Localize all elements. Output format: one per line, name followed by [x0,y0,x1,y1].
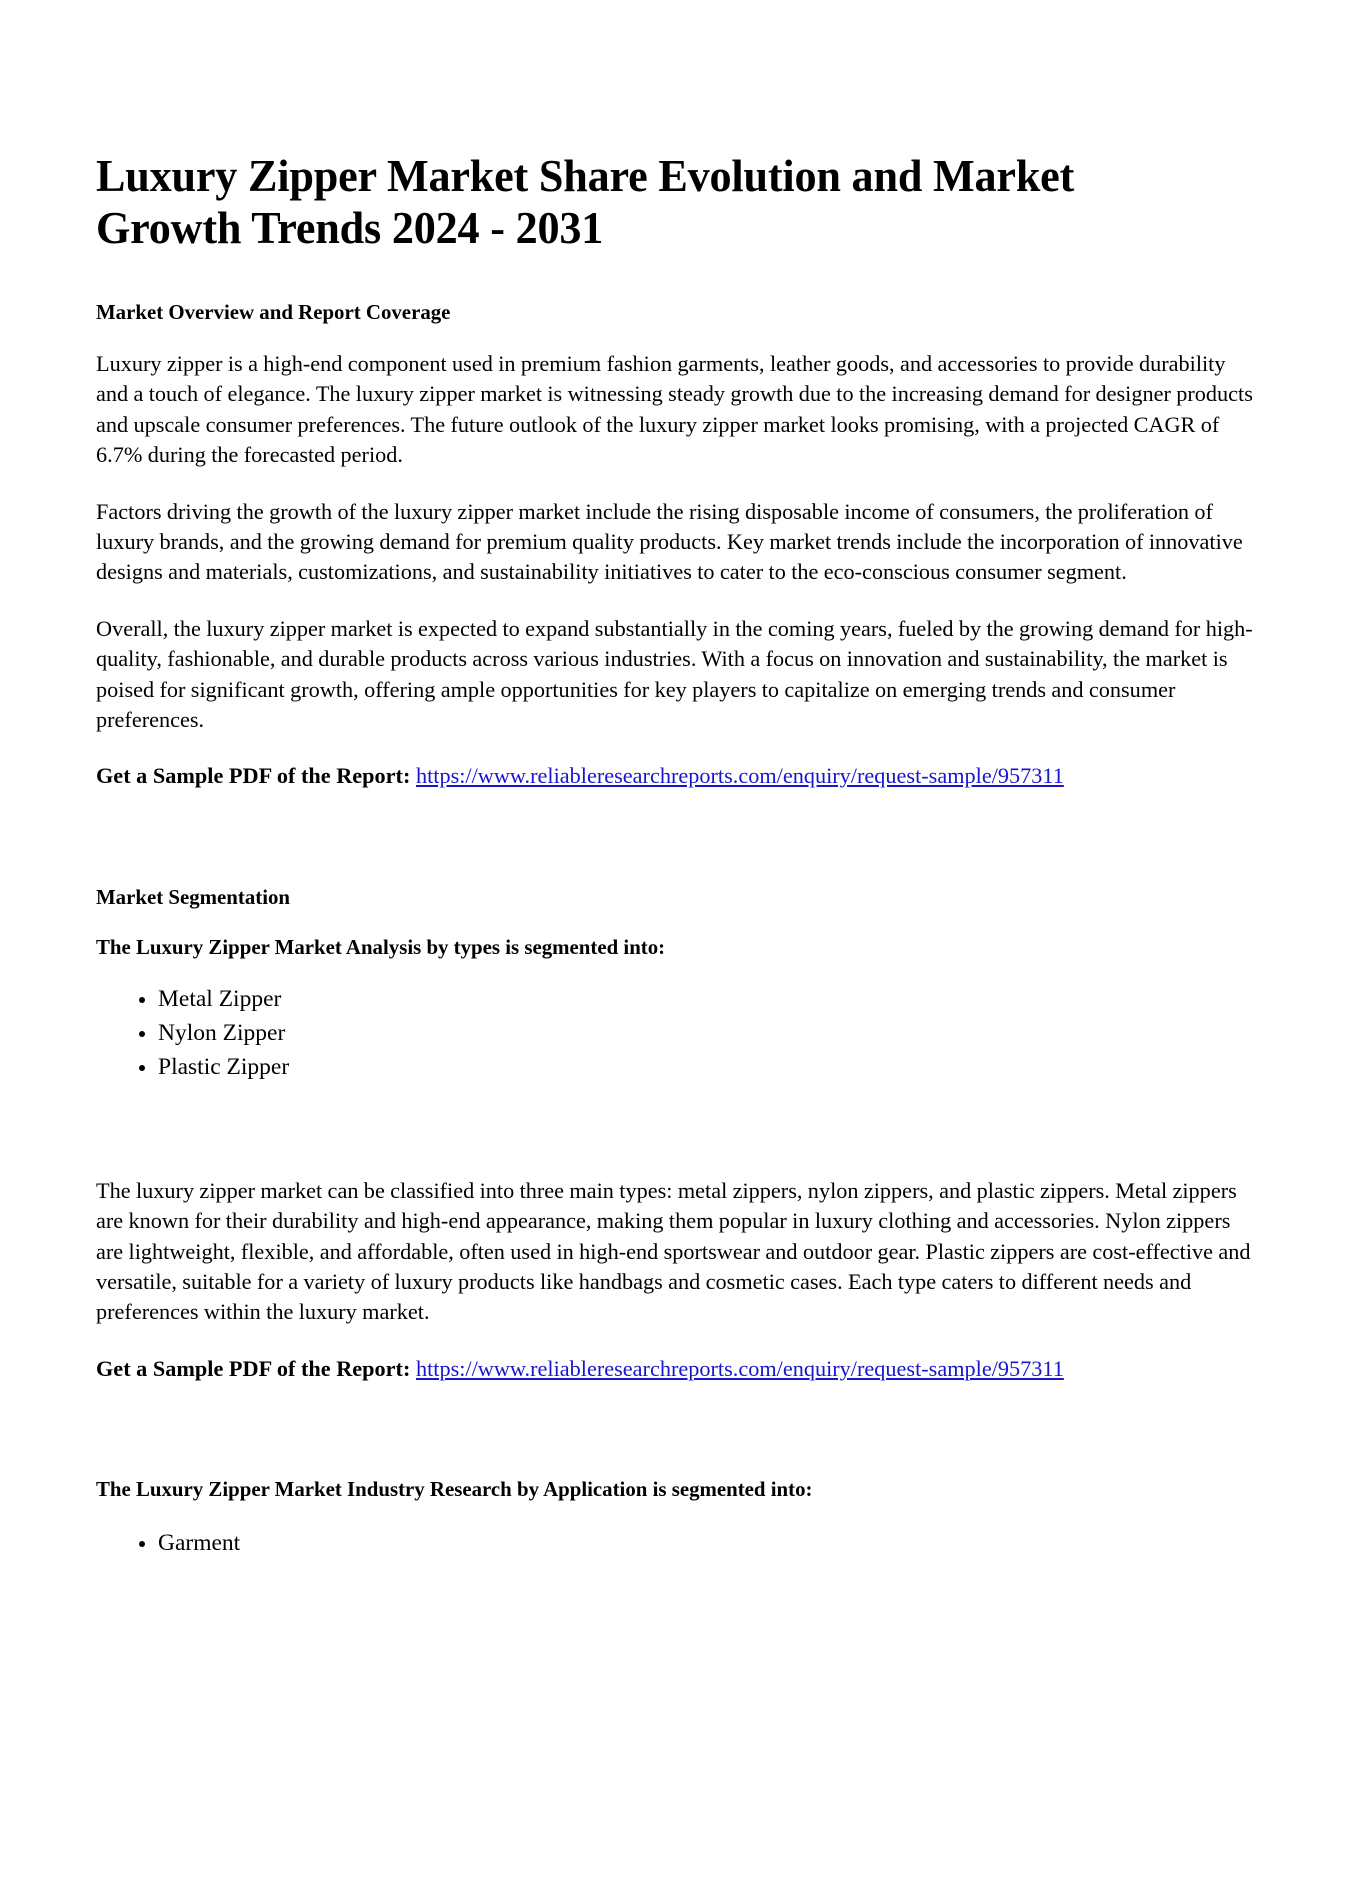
application-list [96,1526,1279,1560]
sample-pdf-link-1[interactable]: https://www.reliableresearchreports.com/enquiry/request-sample/957311 [415,763,1064,789]
heading-market-overview: Market Overview and Report Coverage [96,300,451,325]
heading-types-segmentation: The Luxury Zipper Market Analysis by types is segmented into: [96,934,666,959]
list-item: • Nylon Zipper [158,1016,1279,1050]
list-item: • Plastic Zipper [158,1050,1279,1084]
sample-pdf-link-2[interactable]: https://www.reliableresearchreports.com/enquiry/request-sample/957311 [415,1355,1064,1381]
sample-pdf-label-2: Get a Sample PDF of the Report: [96,1355,411,1381]
overview-paragraph-2: Factors driving the growth of the luxury zipper market include the rising disposable income of consumers, the proliferation of luxury brands, and the growing demand for premium quality products. Key market trends include the incorporation of innovative designs and materials, customizations, and sustainability initiatives to cater to the eco-conscious consumer segment. [96,498,1243,585]
spacer-after-cta-1 [96,792,1279,884]
spacer-after-types-list [96,1084,1279,1176]
overview-paragraph-3: Overall, the luxury zipper market is expected to expand substantially in the coming years, fueled by the growing demand for high-quality, fashionable, and durable products across various industries. With a focus on innovation and sustainability, the market is poised for significant growth, offering ample opportunities for key players to capitalize on emerging trends and consumer preferences. [96,615,1253,733]
page-title: Luxury Zipper Market Share Evolution and Market Growth Trends 2024 - 2031 [96,150,1075,253]
types-list [96,982,1279,1084]
sample-pdf-cta-2 [96,1354,1261,1384]
list-item: • Garment [158,1526,1279,1560]
heading-application-segmentation: The Luxury Zipper Market Industry Research by Application is segmented into: [96,1477,813,1502]
spacer-after-cta-2 [96,1384,1279,1476]
types-description-paragraph: The luxury zipper market can be classified into three main types: metal zippers, nylon zippers, and plastic zippers. Metal zippers are known for their durability and high-end appearance, making them popular in luxury clothing and accessories. Nylon zippers are lightweight, flexible, and affordable, often used in high-end sportswear and outdoor gear. Plastic zippers are cost-effective and versatile, suitable for a variety of luxury products like handbags and cosmetic cases. Each type caters to different needs and preferences within the luxury market. [96,1177,1251,1325]
heading-market-segmentation: Market Segmentation [96,884,291,909]
overview-paragraph-1: Luxury zipper is a high-end component used in premium fashion garments, leather goods, and accessories to provide durability and a touch of elegance. The luxury zipper market is witnessing steady growth due to the increasing demand for designer products and upscale consumer preferences. The future outlook of the luxury zipper market looks promising, with a projected CAGR of 6.7% during the forecasted period. [96,350,1253,468]
list-item: • Metal Zipper [158,982,1279,1016]
sample-pdf-label-1: Get a Sample PDF of the Report: [96,763,411,789]
sample-pdf-cta-1 [96,761,1261,791]
